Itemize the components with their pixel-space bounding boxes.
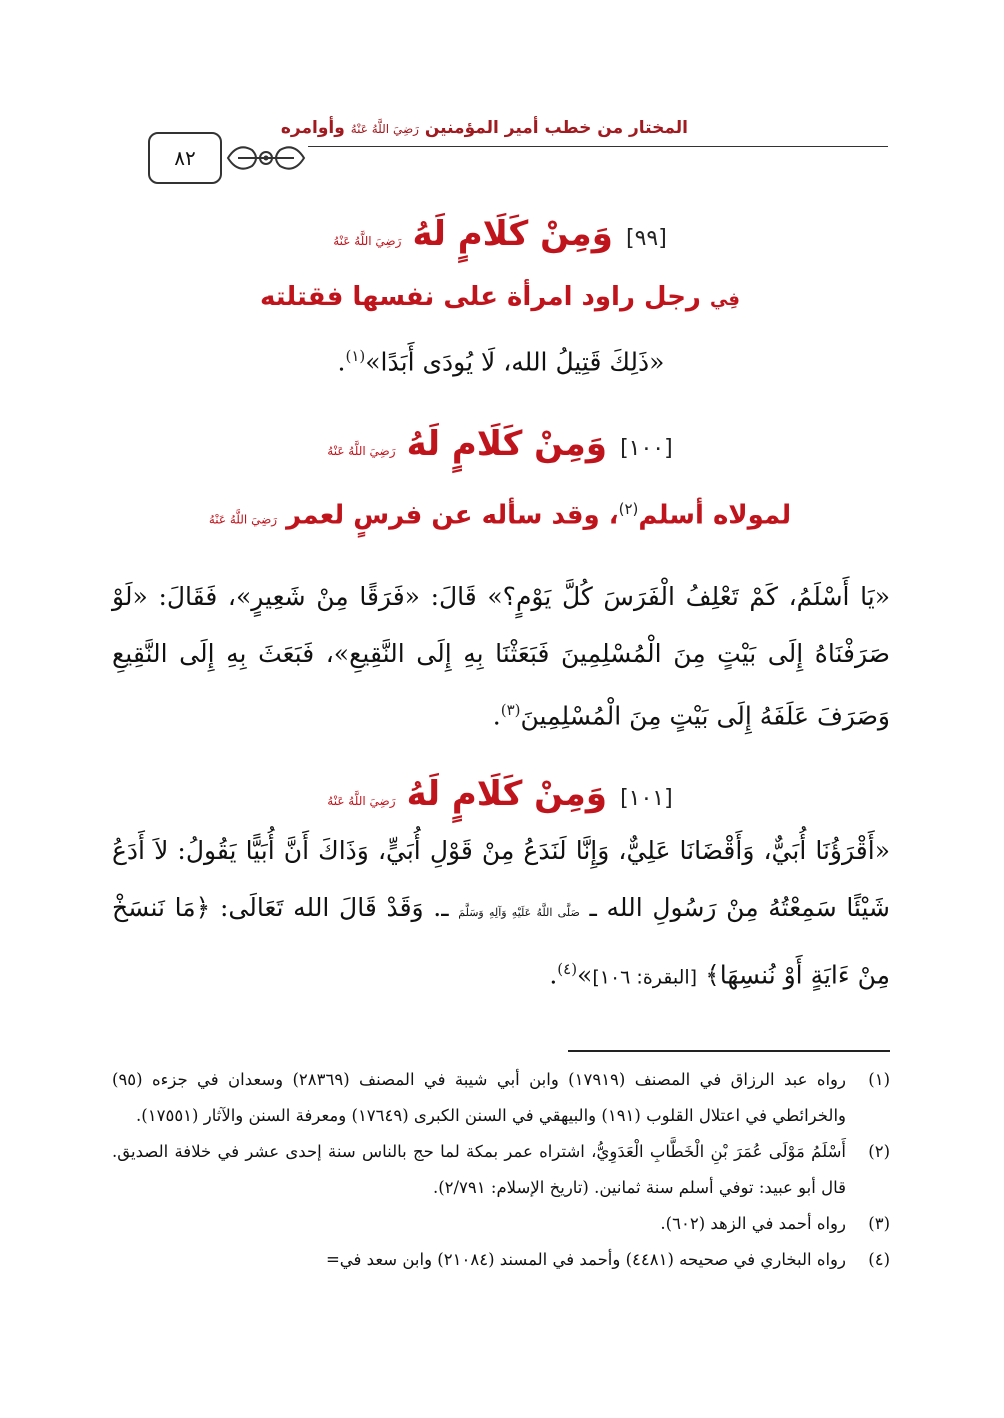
footnote-number: (٤) — [868, 1250, 890, 1269]
subheading-honorific: رَضِيَ اللَّهُ عَنْهُ — [208, 512, 278, 527]
section-100-subheading — [100, 500, 900, 531]
section-100-heading — [100, 424, 900, 464]
quran-reference: [البقرة: ١٠٦] — [592, 966, 698, 989]
subheading-text: رجل راود امرأة على نفسها فقتلته — [260, 282, 701, 312]
footnote-item — [112, 1134, 890, 1206]
footnote-number: (٣) — [868, 1214, 890, 1233]
header-rule — [308, 146, 888, 147]
section-title: وَمِنْ كَلَامٍ لَهُ — [406, 774, 607, 814]
quote-text-b: ـ. وَقَدْ قَالَ الله تَعَالَى: ﴿مَا نَنسَخْ مِنْ ءَايَةٍ أَوْ نُنسِهَا﴾ — [112, 893, 890, 990]
section-number: [١٠٠] — [620, 436, 673, 461]
header-ornament-icon — [224, 136, 308, 180]
section-99-subheading — [100, 282, 900, 312]
header-title — [281, 118, 688, 138]
sentence-end: . — [492, 701, 501, 731]
footnote-text: رواه أحمد في الزهد (٦٠٢). — [660, 1214, 846, 1233]
footnote-item — [112, 1062, 890, 1134]
section-title: وَمِنْ كَلَامٍ لَهُ — [406, 424, 607, 464]
sentence-end: . — [549, 960, 558, 990]
section-101-heading — [100, 774, 900, 814]
salutation: صَلَّى اللَّهُ عَلَيْهِ وَآلِهِ وَسَلَّمَ — [458, 906, 580, 919]
sentence-end: . — [337, 347, 346, 377]
quote-text: «ذَلِكَ قَتِيلُ الله، لَا يُودَى أَبَدًا» — [365, 347, 665, 377]
section-title: وَمِنْ كَلَامٍ لَهُ — [412, 214, 613, 254]
footnote-ref: (٣) — [500, 701, 521, 719]
section-number: [١٠١] — [620, 786, 673, 811]
footnote-ref: (٤) — [557, 960, 578, 978]
footnote-item — [112, 1206, 890, 1242]
section-honorific: رَضِيَ اللَّهُ عَنْهُ — [333, 234, 402, 248]
footnote-item — [112, 1242, 890, 1278]
section-100-body — [112, 568, 890, 744]
footnote-ref: (٢) — [618, 500, 639, 518]
footnotes — [112, 1062, 890, 1278]
header-honorific: رَضِيَ اللَّهُ عَنْهُ — [350, 122, 419, 136]
section-honorific: رَضِيَ اللَّهُ عَنْهُ — [327, 444, 396, 458]
section-99-body — [112, 328, 890, 390]
header-title-text: المختار من خطب أمير المؤمنين — [424, 118, 688, 138]
footnote-ref: (١) — [345, 347, 366, 365]
footnote-text: رواه البخاري في صحيحه (٤٤٨١) وأحمد في المسند (٢١٠٨٤) وابن سعد في= — [325, 1250, 846, 1269]
header-title-suffix: وأوامره — [280, 118, 345, 138]
quote-text: «أَقْرَؤُنَا أُبَيٌّ، وَأَقْضَانَا عَلِيٌّ، وَإِنَّا لَنَدَعُ مِنْ قَوْلِ أُبَيٍّ، وَذَاكَ أَنَّ أُبَيًّا يَقُولُ: لاَ أَدَعُ شَيْئًا سَمِعْتُهُ مِنْ رَسُولِ الله ـ — [112, 836, 890, 922]
footnote-rule — [568, 1050, 890, 1052]
subheading-text: لمولاه أسلم — [638, 500, 792, 531]
page-number: ٨٢ — [148, 132, 222, 184]
quote-text: «يَا أَسْلَمُ، كَمْ تَعْلِفُ الْفَرَسَ كُلَّ يَوْمٍ؟» قَالَ: «فَرَقًا مِنْ شَعِيرٍ»، فَقَالَ: «لَوْ صَرَفْنَاهُ إِلَى بَيْتٍ مِنَ الْمُسْلِمِينَ فَبَعَثْنَا بِهِ إِلَى النَّقِيعِ»، فَبَعَثَ بِهِ إِلَى النَّقِيعِ وَصَرَفَ عَلَفَهُ إِلَى بَيْتٍ مِنَ الْمُسْلِمِينَ — [112, 582, 890, 731]
footnote-text: أَسْلَمُ مَوْلَى عُمَرَ بْنِ الْخَطَّابِ الْعَدَوِيُّ، اشتراه عمر بمكة لما حج بالناس سنة إحدى عشر في خلافة الصديق. قال أبو عبيد: توفي أسلم سنة ثمانين. (تاريخ الإسلام: ٢/٧٩١). — [112, 1142, 846, 1197]
subheading-prefix: فِي — [709, 289, 740, 310]
section-honorific: رَضِيَ اللَّهُ عَنْهُ — [327, 794, 396, 808]
footnote-text: رواه عبد الرزاق في المصنف (١٧٩١٩) وابن أبي شيبة في المصنف (٢٨٣٦٩) وسعدان في جزءه (٩٥) والخرائطي في اعتلال القلوب (١٩١) والبيهقي في السنن الكبرى (١٧٦٤٩) ومعرفة السنن والآثار (١٧٥٥١). — [112, 1070, 846, 1125]
page-header — [148, 112, 888, 188]
footnote-number: (٢) — [868, 1142, 890, 1161]
subheading-text-b: ، وقد سأله عن فرسٍ لعمر — [286, 500, 619, 531]
section-number: [٩٩] — [625, 226, 667, 251]
section-101-body — [112, 822, 890, 1006]
quote-close: » — [577, 960, 593, 990]
section-99-heading — [100, 214, 900, 254]
footnote-number: (١) — [868, 1070, 890, 1089]
